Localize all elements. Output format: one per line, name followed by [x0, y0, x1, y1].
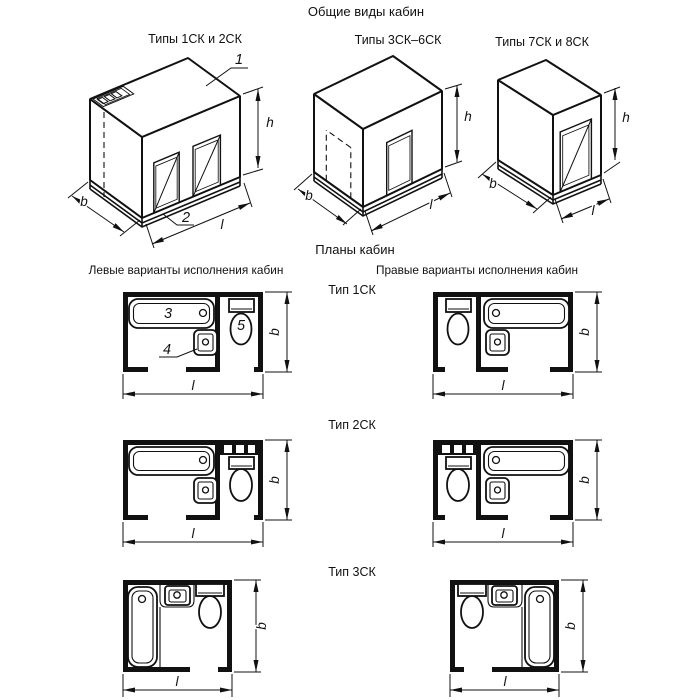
dimension-b [265, 440, 292, 520]
dimension-l [450, 674, 559, 697]
svg-text:b: b [563, 622, 578, 630]
toilet [446, 457, 471, 501]
cabin-box [314, 56, 442, 216]
sink [486, 330, 509, 355]
dimension-b [265, 292, 292, 372]
toilet [446, 299, 471, 345]
svg-text:l: l [429, 197, 433, 212]
callout-1 [206, 52, 248, 86]
iso-view-3-label: Типы 7СК и 8СК [495, 35, 589, 49]
bathtub [129, 447, 214, 475]
svg-text:l: l [220, 217, 224, 232]
svg-text:l: l [501, 526, 505, 541]
row-label-type-1sk: Тип 1СК [328, 283, 376, 297]
sink [194, 478, 217, 503]
svg-text:l: l [191, 378, 195, 393]
dimension-b [575, 292, 602, 372]
svg-text:l: l [501, 378, 505, 393]
plan-1sk-left [123, 292, 292, 399]
svg-text:h: h [622, 110, 630, 125]
dimension-h [243, 87, 274, 175]
svg-text:b: b [267, 328, 282, 336]
svg-text:4: 4 [162, 342, 172, 358]
svg-text:b: b [80, 194, 88, 209]
callout-3: 3 [163, 306, 173, 322]
plan-3sk-left [123, 580, 269, 697]
svg-text:l: l [175, 674, 179, 689]
drain [493, 310, 500, 317]
iso-view-types-3sk-6sk [294, 33, 472, 235]
callout-5: 5 [236, 318, 246, 334]
svg-text:l: l [591, 203, 595, 218]
cistern-unit [438, 440, 476, 455]
bathtub [484, 299, 569, 328]
dimension-l [123, 674, 232, 697]
drain [493, 457, 500, 464]
plan-2sk-right [433, 440, 602, 547]
callout-4 [159, 342, 197, 358]
toilet [196, 584, 224, 628]
plan-3sk-right [450, 580, 588, 697]
sink [194, 330, 217, 355]
svg-text:2: 2 [181, 210, 191, 226]
bathtub [525, 587, 554, 667]
svg-text:b: b [489, 176, 497, 191]
drain [139, 596, 146, 603]
main-title: Общие виды кабин [307, 4, 425, 19]
dimension-l [123, 522, 263, 547]
svg-text:b: b [267, 476, 282, 484]
toilet [229, 457, 254, 501]
drain [200, 457, 207, 464]
drain [200, 310, 207, 317]
dimension-l [433, 374, 573, 399]
svg-text:b: b [577, 476, 592, 484]
plans-title: Планы кабин [315, 242, 395, 257]
toilet [458, 584, 486, 628]
svg-text:b: b [305, 188, 313, 203]
cistern-unit [220, 440, 258, 455]
dimension-b [575, 440, 602, 520]
left-variants-header: Левые варианты исполнения кабин [88, 263, 284, 277]
plan-1sk-right [433, 292, 602, 399]
dimension-b [561, 580, 588, 672]
iso-view-types-1sk-2sk [68, 32, 274, 248]
dimension-h [445, 84, 472, 167]
row-label-type-2sk: Тип 2СК [328, 418, 376, 432]
right-variants-header: Правые варианты исполнения кабин [375, 263, 579, 277]
row-label-type-3sk: Тип 3СК [328, 565, 376, 579]
iso-view-2-label: Типы 3СК–6СК [354, 33, 442, 47]
drain [537, 596, 544, 603]
plan-2sk-left [123, 440, 292, 547]
dimension-h [604, 87, 630, 173]
svg-text:b: b [254, 622, 269, 630]
sink [165, 586, 190, 605]
svg-text:h: h [464, 109, 472, 124]
sink [486, 478, 509, 503]
iso-view-types-7sk-8sk [478, 35, 630, 223]
sink [492, 586, 517, 605]
dimension-l [433, 522, 573, 547]
dimension-l [123, 374, 263, 399]
cabin-box [498, 60, 601, 204]
bathtub [128, 587, 157, 667]
cabin-box [90, 58, 240, 227]
svg-text:l: l [191, 526, 195, 541]
iso-view-1-label: Типы 1СК и 2СК [148, 32, 242, 46]
svg-text:h: h [266, 115, 274, 130]
svg-text:1: 1 [234, 52, 244, 68]
bathtub [484, 447, 569, 475]
svg-text:l: l [503, 674, 507, 689]
svg-text:b: b [577, 328, 592, 336]
dimension-b [234, 580, 269, 672]
